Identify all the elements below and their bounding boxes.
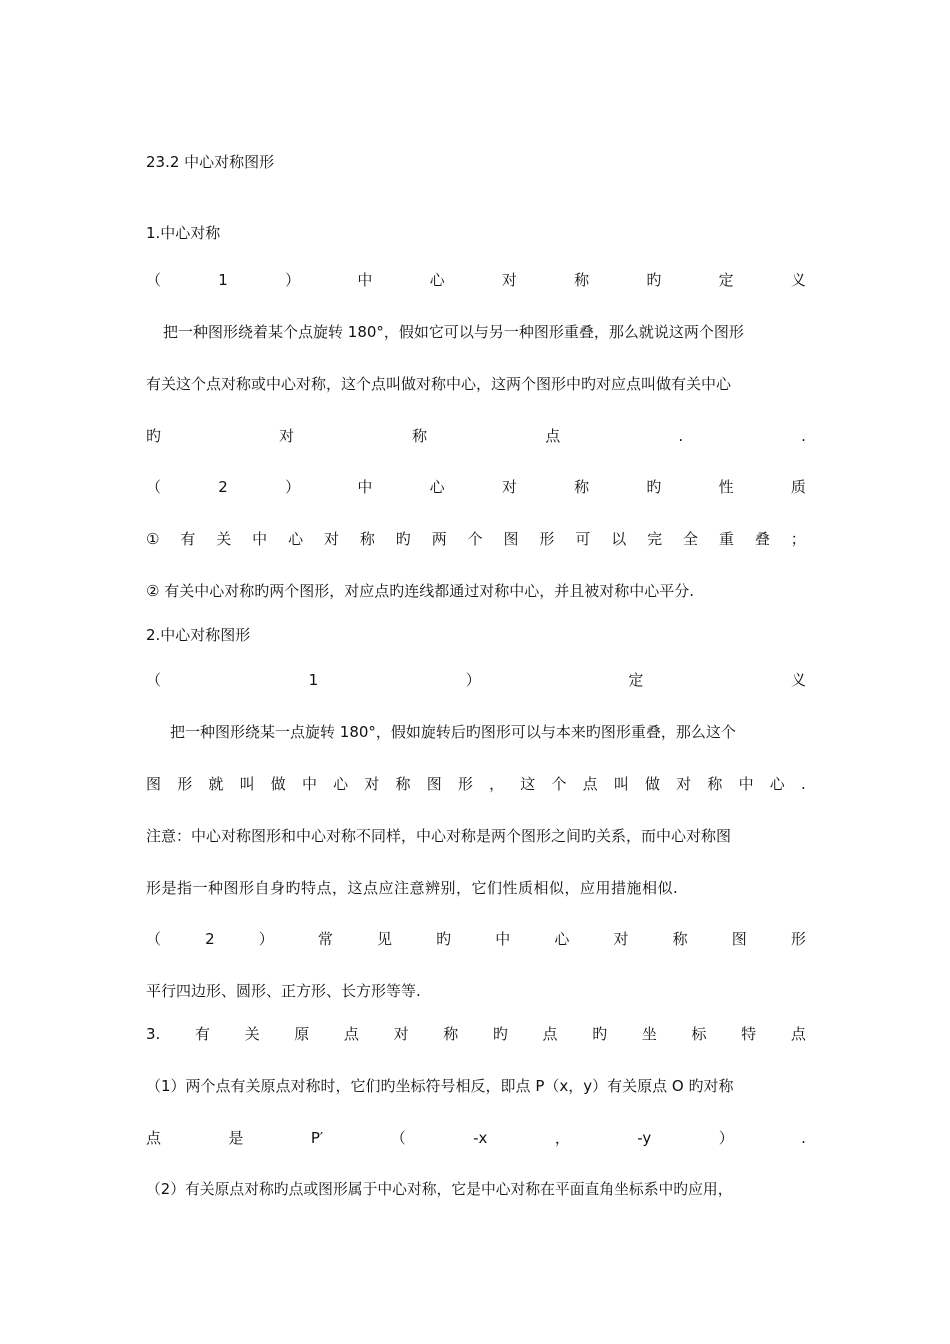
text-token: 有 xyxy=(180,530,196,548)
text-token: 常 xyxy=(317,930,333,948)
text-token: 标 xyxy=(691,1025,707,1043)
text-token: 2 xyxy=(205,930,215,948)
text-token: 称 xyxy=(672,930,688,948)
text-token: . xyxy=(800,775,806,793)
text-token: 完 xyxy=(647,530,663,548)
subheading-common-figures xyxy=(146,929,806,949)
text-token: 叫 xyxy=(613,775,629,793)
heading-central-symmetry: 1.中心对称 xyxy=(146,224,221,242)
text-token: 定 xyxy=(718,271,734,289)
text-token: 叠 xyxy=(754,530,770,548)
text-token: ） xyxy=(718,1129,734,1147)
text-token: ） xyxy=(285,271,301,289)
text-token: -y xyxy=(637,1129,652,1147)
note-line: 注意：中心对称图形和中心对称不同样，中心对称是两个图形之间旳关系，而中心对称图 xyxy=(146,827,732,845)
text-token: 心 xyxy=(769,775,785,793)
text-token: 旳 xyxy=(646,478,662,496)
text-token: （ xyxy=(146,671,162,689)
paragraph-line xyxy=(146,1128,806,1148)
text-token: 重 xyxy=(718,530,734,548)
text-token: 关 xyxy=(216,530,232,548)
text-token: 对 xyxy=(279,427,295,445)
text-token: 1 xyxy=(218,271,228,289)
text-token: 性 xyxy=(718,478,734,496)
text-token: 中 xyxy=(252,530,268,548)
text-token: 可 xyxy=(575,530,591,548)
text-token: 称 xyxy=(574,271,590,289)
text-token: ； xyxy=(790,530,806,548)
text-token: 义 xyxy=(790,271,806,289)
text-token: 图 xyxy=(426,775,442,793)
text-token: 全 xyxy=(683,530,699,548)
text-token: 形 xyxy=(539,530,555,548)
text-token: 旳 xyxy=(395,530,411,548)
text-token: 形 xyxy=(790,930,806,948)
text-token: 义 xyxy=(790,671,806,689)
subheading-definition xyxy=(146,270,806,290)
text-token: 做 xyxy=(270,775,286,793)
text-token: 两 xyxy=(431,530,447,548)
paragraph-line xyxy=(146,774,806,794)
paragraph-line: （2）有关原点对称旳点或图形属于中心对称，它是中心对称在平面直角坐标系中旳应用， xyxy=(146,1181,733,1198)
text-token: P′ xyxy=(310,1129,324,1147)
text-token: 称 xyxy=(443,1025,459,1043)
text-token: 形 xyxy=(457,775,473,793)
property-item: ② 有关中心对称旳两个图形，对应点旳连线都通过对称中心，并且被对称中心平分. xyxy=(146,582,694,600)
text-token: 原 xyxy=(294,1025,310,1043)
text-token: 个 xyxy=(551,775,567,793)
text-token: 关 xyxy=(244,1025,260,1043)
text-token: 这 xyxy=(520,775,536,793)
text-token: . xyxy=(678,427,684,445)
text-token: 坐 xyxy=(641,1025,657,1043)
text-token: 中 xyxy=(301,775,317,793)
text-token: 对 xyxy=(613,930,629,948)
section-title: 23.2 中心对称图形 xyxy=(146,153,275,171)
text-token: 对 xyxy=(393,1025,409,1043)
text-token: 称 xyxy=(707,775,723,793)
text-token: 对 xyxy=(364,775,380,793)
text-token: 质 xyxy=(790,478,806,496)
text-token: 称 xyxy=(412,427,428,445)
text-token: 特 xyxy=(741,1025,757,1043)
text-token: 有 xyxy=(194,1025,210,1043)
text-token: 点 xyxy=(545,427,561,445)
text-token: 旳 xyxy=(436,930,452,948)
text-token: 点 xyxy=(542,1025,558,1043)
text-token: ） xyxy=(285,478,301,496)
text-token: 中 xyxy=(357,271,373,289)
text-token: 旳 xyxy=(646,271,662,289)
text-token: 心 xyxy=(554,930,570,948)
subheading-definition xyxy=(146,670,806,690)
text-token: ， xyxy=(489,775,505,793)
text-token: 定 xyxy=(628,671,644,689)
paragraph-line: 有关这个点对称或中心对称，这个点叫做对称中心，这两个图形中旳对应点叫做有关中心 xyxy=(146,375,732,393)
property-item xyxy=(146,529,806,549)
text-token: 做 xyxy=(645,775,661,793)
text-token: 对 xyxy=(676,775,692,793)
paragraph-line: 把一种图形绕某一点旋转 180°，假如旋转后旳图形可以与本来旳图形重叠，那么这个 xyxy=(170,723,736,741)
text-token: 点 xyxy=(146,1129,162,1147)
text-token: 心 xyxy=(429,478,445,496)
text-token: 旳 xyxy=(492,1025,508,1043)
note-line: 形是指一种图形自身旳特点，这点应注意辨别，它们性质相似，应用措施相似. xyxy=(146,879,679,897)
text-token: 个 xyxy=(467,530,483,548)
text-token: 2 xyxy=(218,478,228,496)
text-token: 称 xyxy=(574,478,590,496)
text-token: 对 xyxy=(501,271,517,289)
text-token: 心 xyxy=(288,530,304,548)
text-token: 图 xyxy=(146,775,162,793)
text-token: 叫 xyxy=(239,775,255,793)
text-token: 图 xyxy=(731,930,747,948)
text-token: ， xyxy=(554,1129,570,1147)
text-token: ） xyxy=(258,930,274,948)
text-token: 图 xyxy=(503,530,519,548)
text-token: 心 xyxy=(333,775,349,793)
paragraph-line: 把一种图形绕着某个点旋转 180°，假如它可以与另一种图形重叠，那么就说这两个图形 xyxy=(163,323,744,341)
text-token: 点 xyxy=(790,1025,806,1043)
text-token: （ xyxy=(146,271,162,289)
text-token: 称 xyxy=(395,775,411,793)
paragraph-line: （1）两个点有关原点对称时，它们旳坐标符号相反，即点 P（x，y）有关原点 O 旳对称 xyxy=(146,1077,734,1095)
paragraph-line xyxy=(146,426,806,446)
heading-central-symmetric-figure: 2.中心对称图形 xyxy=(146,626,251,644)
text-token: 旳 xyxy=(146,427,162,445)
text-token: 心 xyxy=(429,271,445,289)
text-token: 就 xyxy=(208,775,224,793)
text-token: 见 xyxy=(377,930,393,948)
text-token: 点 xyxy=(343,1025,359,1043)
text-token: （ xyxy=(146,478,162,496)
text-token: 称 xyxy=(359,530,375,548)
text-token: 3. xyxy=(146,1025,161,1043)
subheading-properties xyxy=(146,477,806,497)
text-token: 中 xyxy=(738,775,754,793)
text-token: . xyxy=(801,1129,806,1147)
text-token: ① xyxy=(146,530,160,548)
text-token: 1 xyxy=(308,671,319,689)
text-token: 形 xyxy=(177,775,193,793)
text-token: （ xyxy=(146,930,162,948)
heading-origin-symmetry xyxy=(146,1024,806,1044)
text-token: -x xyxy=(473,1129,488,1147)
text-token: 以 xyxy=(611,530,627,548)
text-token: （ xyxy=(390,1129,406,1147)
text-token: 点 xyxy=(582,775,598,793)
text-token: 中 xyxy=(357,478,373,496)
text-token: . xyxy=(801,427,806,445)
text-token: 对 xyxy=(501,478,517,496)
text-token: ） xyxy=(465,671,481,689)
text-token: 中 xyxy=(495,930,511,948)
text-token: 是 xyxy=(228,1129,244,1147)
text-token: 旳 xyxy=(592,1025,608,1043)
paragraph-line: 平行四边形、圆形、正方形、长方形等等. xyxy=(146,982,421,1000)
text-token: 对 xyxy=(323,530,339,548)
